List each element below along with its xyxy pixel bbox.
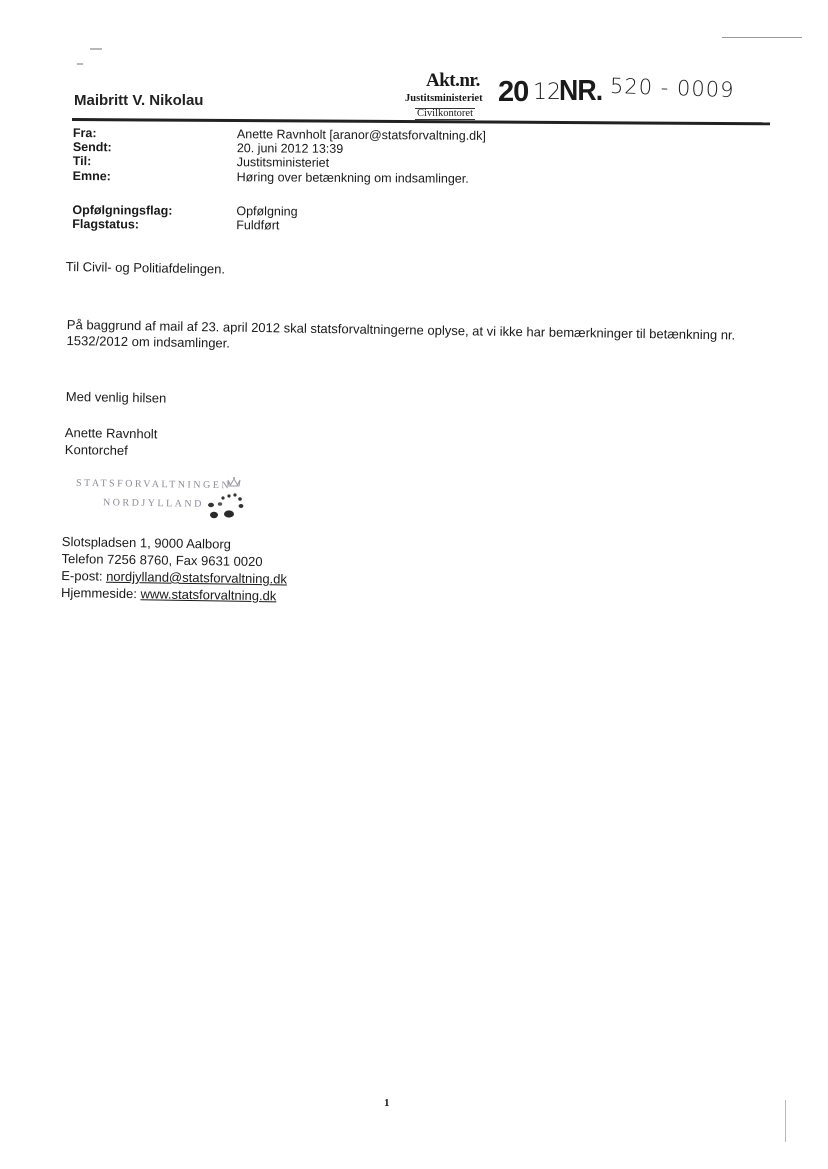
page-number: 1 <box>384 1097 390 1109</box>
contact-web-line <box>61 584 287 605</box>
stamp-nr-label: NR. <box>559 75 603 107</box>
logo-dots-icon <box>203 492 253 522</box>
body-paragraph: På baggrund af mail af 23. april 2012 skal statsforvaltningerne oplyse, at vi ikke har bemærkninger til betænkning nr. 1532/2012 om indsamlinger. <box>66 317 736 351</box>
case-number-stamp <box>405 70 785 122</box>
field-label: Opfølgningsflag: <box>72 202 173 218</box>
greeting: Til Civil- og Politiafdelingen. <box>65 259 226 277</box>
scan-artifact-mark <box>90 48 102 50</box>
crown-icon <box>227 476 241 488</box>
contact-block <box>61 533 288 605</box>
signer-title: Kontorchef <box>64 442 128 458</box>
contact-email-label: E-post: <box>61 567 103 584</box>
stamp-ministry: Justitsministeriet <box>405 93 483 104</box>
stamp-year-printed: 20 <box>498 76 529 108</box>
logo-text-line1: STATSFORVALTNINGEN <box>75 477 232 492</box>
closing: Med venlig hilsen <box>65 389 167 406</box>
field-value: Høring over betænkning om indsamlinger. <box>236 170 469 186</box>
scan-artifact-edge <box>785 1100 786 1142</box>
contact-web-link[interactable]: www.statsforvaltning.dk <box>140 586 277 604</box>
field-value: Anette Ravnholt [aranor@statsforvaltning.dk] <box>236 127 486 143</box>
field-value: Opfølgning <box>236 204 298 219</box>
stamp-nr-handwritten: 520 - 0009 <box>609 73 735 103</box>
contact-phone: Telefon 7256 8760, Fax 9631 0020 <box>61 550 263 570</box>
contact-web-label: Hjemmeside: <box>60 584 138 602</box>
field-label: Sendt: <box>72 139 112 155</box>
scan-artifact-line <box>722 37 802 38</box>
logo-text-line2: NORDJYLLAND <box>102 497 204 510</box>
contact-address: Slotspladsen 1, 9000 Aalborg <box>61 533 232 552</box>
signer-name: Anette Ravnholt <box>64 425 158 442</box>
email-header-fields <box>72 126 773 233</box>
scan-artifact-mark <box>77 63 83 65</box>
stamp-office: Civilkontoret <box>417 108 473 119</box>
field-value: Fuldført <box>236 218 280 233</box>
field-value: Justitsministeriet <box>236 155 330 170</box>
field-label: Emne: <box>72 168 111 184</box>
stamp-akt-label: Akt.nr. <box>426 70 480 91</box>
field-value: 20. juni 2012 13:39 <box>236 141 344 156</box>
mailbox-owner-name: Maibritt V. Nikolau <box>74 92 204 109</box>
field-label: Flagstatus: <box>72 216 140 232</box>
field-label: Til: <box>72 153 92 169</box>
contact-email-link[interactable]: nordjylland@statsforvaltning.dk <box>106 568 288 587</box>
field-label: Fra: <box>72 126 97 141</box>
stamp-year-handwritten: 12 <box>533 80 561 105</box>
